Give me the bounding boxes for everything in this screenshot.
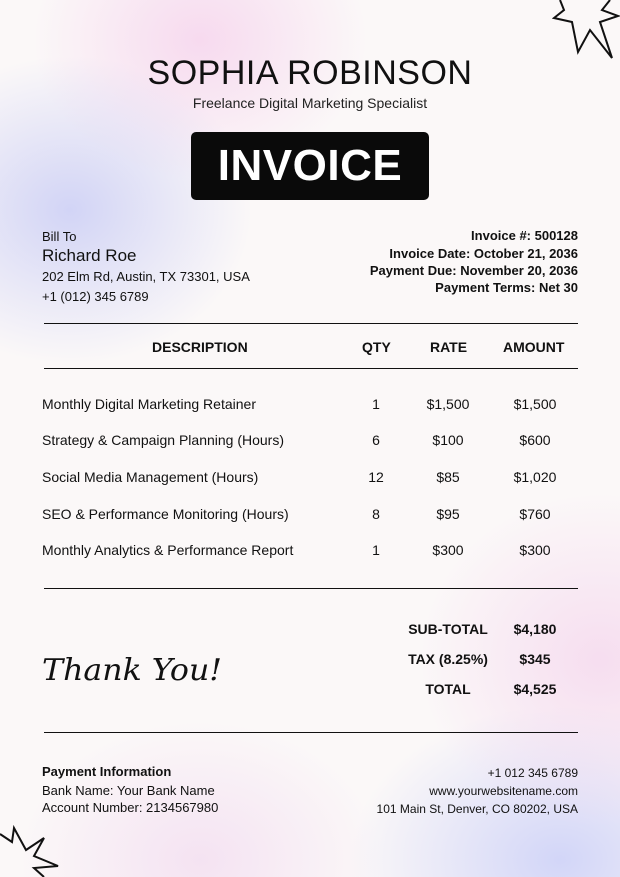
invoice-title: INVOICE [217,141,403,190]
starburst-bottom-left-icon [0,824,62,877]
subtotal-label: SUB-TOTAL [408,621,488,637]
row-qty: 6 [372,432,380,448]
row-description: Monthly Digital Marketing Retainer [42,396,256,412]
table-row [0,432,620,452]
account-number: Account Number: 2134567980 [42,800,219,815]
invoice-number: Invoice #: 500128 [471,228,578,243]
total-label: TOTAL [425,681,471,697]
table-row [0,396,620,416]
subtotal-value: $4,180 [513,621,557,637]
row-qty: 8 [372,506,380,522]
divider-top [44,323,578,324]
total-value: $4,525 [513,681,557,697]
divider-header [44,368,578,369]
row-qty: 1 [372,396,380,412]
row-description: Strategy & Campaign Planning (Hours) [42,432,285,448]
row-rate: $85 [436,469,460,485]
row-description: Monthly Analytics & Performance Report [42,542,294,558]
column-header-rate: RATE [430,339,468,355]
row-amount: $600 [519,432,551,448]
thank-you-text: Thank You! [42,653,222,688]
invoice-date: Invoice Date: October 21, 2036 [389,246,578,261]
contact-phone: +1 012 345 6789 [487,766,578,780]
contact-website[interactable]: www.yourwebsitename.com [429,784,578,798]
row-amount: $1,500 [513,396,557,412]
row-rate: $300 [432,542,464,558]
sender-title: Freelance Digital Marketing Specialist [192,95,428,111]
row-rate: $95 [436,506,460,522]
column-header-description: DESCRIPTION [152,339,248,355]
column-header-qty: QTY [362,339,391,355]
bill-to-phone: +1 (012) 345 6789 [42,289,149,304]
tax-value: $345 [519,651,551,667]
divider-items [44,588,578,589]
row-qty: 12 [368,469,384,485]
bill-to-address: 202 Elm Rd, Austin, TX 73301, USA [42,269,250,284]
payment-info-title: Payment Information [42,764,172,779]
table-row [0,542,620,562]
invoice-title-box [191,132,429,200]
payment-terms: Payment Terms: Net 30 [435,280,578,295]
row-qty: 1 [372,542,380,558]
row-description: SEO & Performance Monitoring (Hours) [42,506,289,522]
starburst-top-right-icon [552,0,620,60]
bill-to-label: Bill To [42,229,77,244]
contact-address: 101 Main St, Denver, CO 80202, USA [376,802,578,816]
row-amount: $1,020 [513,469,557,485]
row-description: Social Media Management (Hours) [42,469,259,485]
bill-to-name: Richard Roe [42,246,137,265]
row-amount: $760 [519,506,551,522]
sender-name: SOPHIA ROBINSON [147,54,473,92]
row-rate: $100 [432,432,464,448]
column-header-amount: AMOUNT [503,339,565,355]
table-row [0,506,620,526]
tax-label: TAX (8.25%) [408,651,488,667]
row-amount: $300 [519,542,551,558]
bank-name: Bank Name: Your Bank Name [42,783,215,798]
row-rate: $1,500 [426,396,470,412]
table-row [0,469,620,489]
thank-you-signature [42,640,232,700]
divider-totals [44,732,578,733]
payment-due: Payment Due: November 20, 2036 [369,263,578,278]
